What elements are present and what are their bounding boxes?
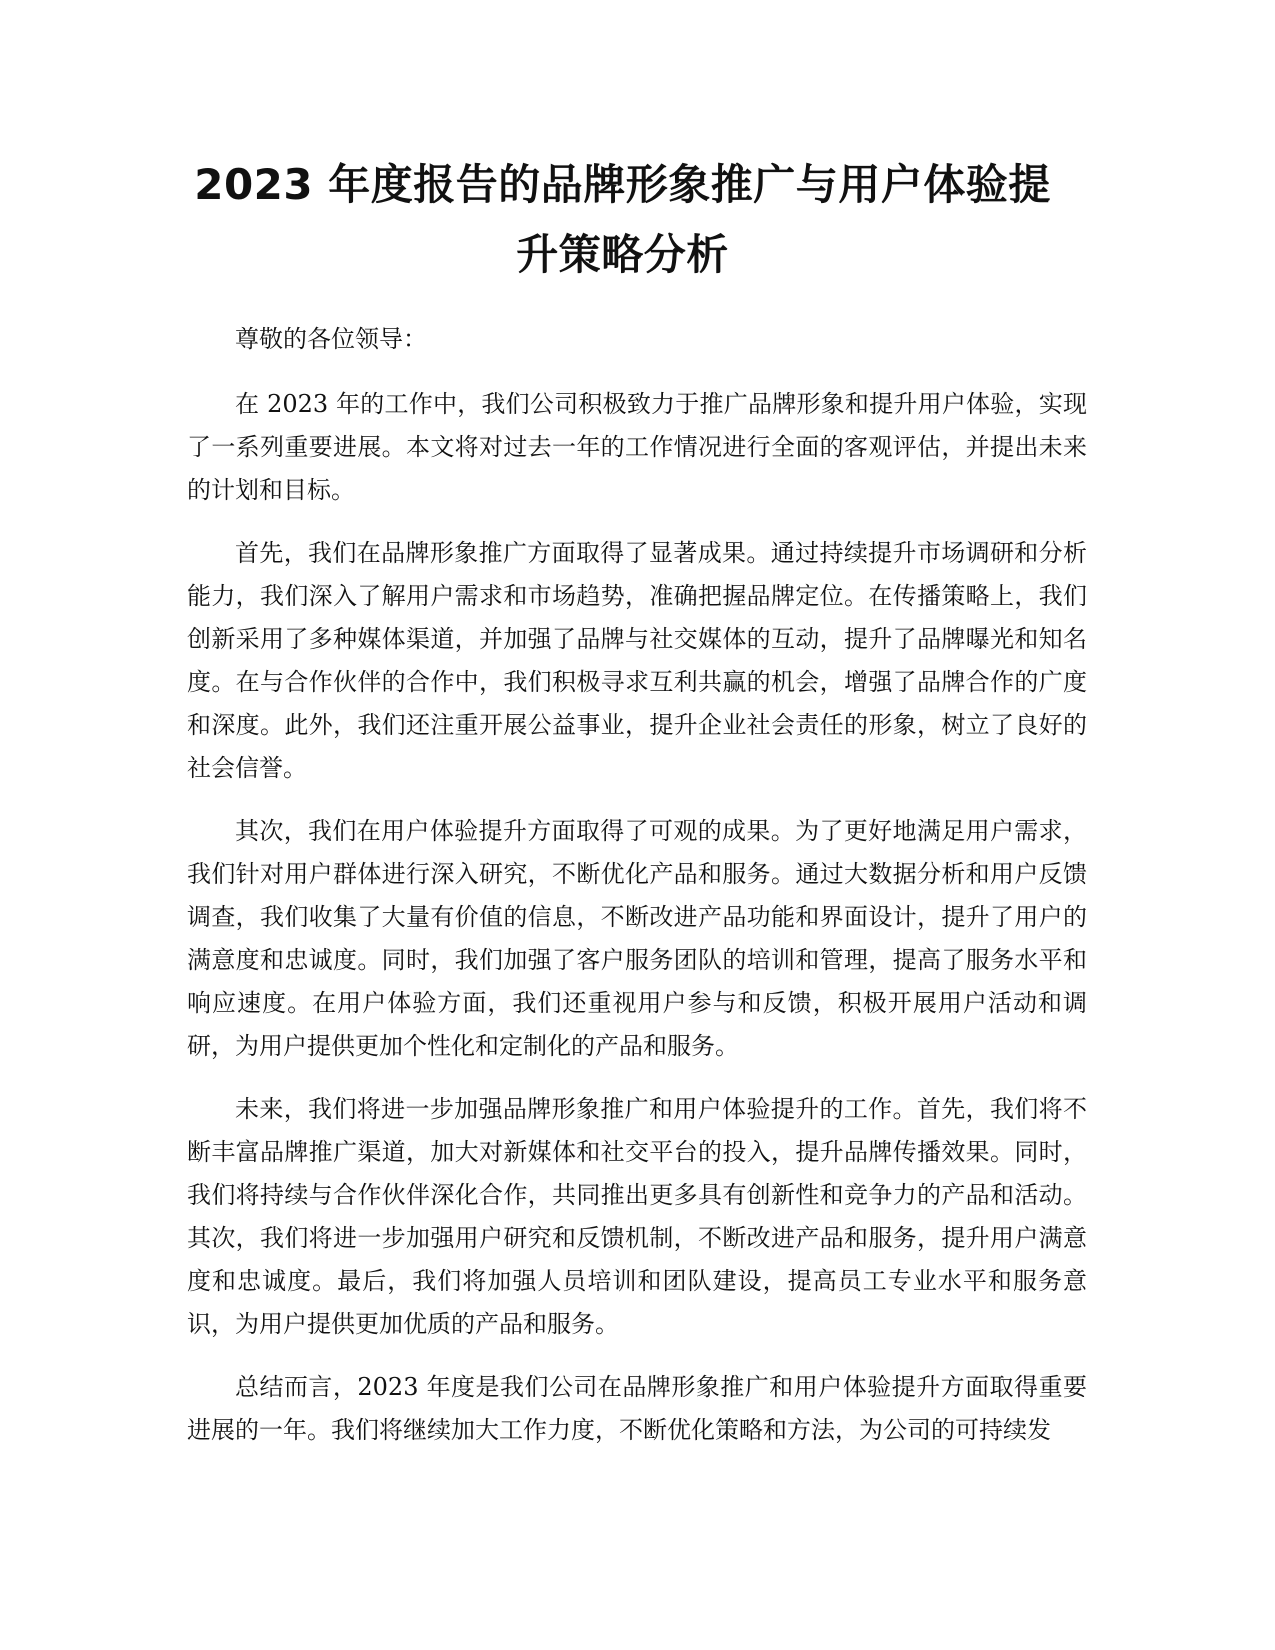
- title-line: 2023 年度报告的品牌形象推广与用户体验提: [194, 160, 1051, 209]
- paragraph-future-plans: 未来，我们将进一步加强品牌形象推广和用户体验提升的工作。首先，我们将不断丰富品牌推广渠道，加大对新媒体和社交平台的投入，提升品牌传播效果。同时，我们将持续与合作伙伴深化合作，共同推出更多具有创新性和竞争力的产品和活动。其次，我们将进一步加强用户研究和反馈机制，不断改进产品和服务，提升用户满意度和忠诚度。最后，我们将加强人员培训和团队建设，提高员工专业水平和服务意识，为用户提供更加优质的产品和服务。: [187, 1095, 1087, 1338]
- paragraph-intro: 在 2023 年的工作中，我们公司积极致力于推广品牌形象和提升用户体验，实现了一系列重要进展。本文将对过去一年的工作情况进行全面的客观评估，并提出未来的计划和目标。: [187, 390, 1087, 504]
- greeting: 尊敬的各位领导：: [235, 325, 427, 353]
- paragraph-user-experience: 其次，我们在用户体验提升方面取得了可观的成果。为了更好地满足用户需求，我们针对用户群体进行深入研究，不断优化产品和服务。通过大数据分析和用户反馈调查，我们收集了大量有价值的信息，不断改进产品功能和界面设计，提升了用户的满意度和忠诚度。同时，我们加强了客户服务团队的培训和管理，提高了服务水平和响应速度。在用户体验方面，我们还重视用户参与和反馈，积极开展用户活动和调研，为用户提供更加个性化和定制化的产品和服务。: [187, 817, 1087, 1060]
- title-line: 升策略分析: [516, 230, 729, 279]
- document-body: [187, 318, 1087, 1472]
- paragraph-brand-promotion: 首先，我们在品牌形象推广方面取得了显著成果。通过持续提升市场调研和分析能力，我们深入了解用户需求和市场趋势，准确把握品牌定位。在传播策略上，我们创新采用了多种媒体渠道，并加强了品牌与社交媒体的互动，提升了品牌曝光和知名度。在与合作伙伴的合作中，我们积极寻求互利共赢的机会，增强了品牌合作的广度和深度。此外，我们还注重开展公益事业，提升企业社会责任的形象，树立了良好的社会信誉。: [187, 539, 1087, 782]
- paragraph-summary: 总结而言，2023 年度是我们公司在品牌形象推广和用户体验提升方面取得重要进展的一年。我们将继续加大工作力度，不断优化策略和方法，为公司的可持续发: [187, 1373, 1087, 1444]
- document-title: [150, 150, 1095, 290]
